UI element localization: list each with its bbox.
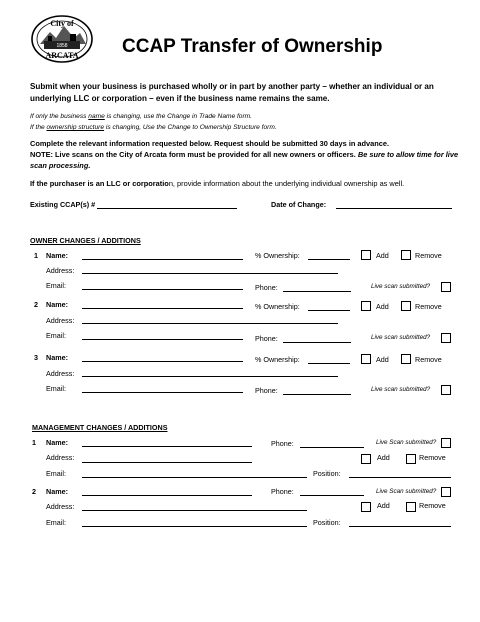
manager-1-add-checkbox[interactable]	[361, 454, 371, 464]
manager-2-live-scan-checkbox[interactable]	[441, 487, 451, 497]
owner-1-add-checkbox[interactable]	[361, 250, 371, 260]
owner-1-remove-checkbox[interactable]	[401, 250, 411, 260]
manager-2-position-field[interactable]	[349, 526, 451, 527]
owner-2-name-field[interactable]	[82, 308, 243, 309]
owner-3-ownership-label: % Ownership:	[255, 355, 300, 364]
owner-2-add-checkbox[interactable]	[361, 301, 371, 311]
owner-1-name-field[interactable]	[82, 259, 243, 260]
owner-3-ownership-field[interactable]	[308, 363, 350, 364]
owner-1-name-label: Name:	[46, 251, 68, 260]
owner-3-phone-field[interactable]	[283, 394, 351, 395]
owner-1-live-scan-checkbox[interactable]	[441, 282, 451, 292]
manager-1-name-field[interactable]	[82, 446, 252, 447]
owner-2-live-scan-checkbox[interactable]	[441, 333, 451, 343]
existing-ccap-field[interactable]	[97, 208, 237, 209]
manager-1-position-label: Position:	[313, 469, 341, 478]
manager-1-address-field[interactable]	[82, 462, 252, 463]
owner-2-address-field[interactable]	[82, 323, 338, 324]
live-scan-note: NOTE: Live scans on the City of Arcata form must be provided for all new owners or officers. Be sure to allow time for live scan processing.	[30, 150, 459, 170]
manager-1-add-label: Add	[377, 453, 390, 462]
owner-3-email-label: Email:	[46, 384, 66, 393]
llc-instructions: If the purchaser is an LLC or corporation, provide information about the underlying individual ownership as well.	[30, 179, 405, 188]
owner-2-live-scan-label: Live scan submitted?	[371, 334, 431, 341]
owner-3-live-scan-checkbox[interactable]	[441, 385, 451, 395]
owner-2-ownership-field[interactable]	[308, 310, 350, 311]
owner-3-email-field[interactable]	[82, 392, 243, 393]
owner-3-remove-checkbox[interactable]	[401, 354, 411, 364]
manager-2-address-label: Address:	[46, 502, 75, 511]
manager-1-position-field[interactable]	[349, 477, 451, 478]
owner-2-email-label: Email:	[46, 331, 66, 340]
existing-ccap-label: Existing CCAP(s) #	[30, 200, 96, 209]
manager-2-name-label: Name:	[46, 487, 68, 496]
owner-2-phone-label: Phone:	[255, 334, 278, 343]
owner-1-address-field[interactable]	[82, 273, 338, 274]
owner-2-ownership-label: % Ownership:	[255, 302, 300, 311]
manager-1-live-scan-checkbox[interactable]	[441, 438, 451, 448]
owner-section-title: OWNER CHANGES / ADDITIONS	[30, 236, 141, 245]
owner-3-name-label: Name:	[46, 353, 68, 362]
manager-1-address-label: Address:	[46, 453, 75, 462]
city-of-arcata-seal	[30, 14, 94, 64]
manager-2-phone-field[interactable]	[300, 495, 364, 496]
manager-2-phone-label: Phone:	[271, 487, 294, 496]
manager-2-number: 2	[32, 487, 36, 496]
manager-1-remove-label: Remove	[419, 453, 446, 462]
owner-3-remove-label: Remove	[415, 355, 442, 364]
owner-1-email-field[interactable]	[82, 289, 243, 290]
date-of-change-label: Date of Change:	[271, 200, 327, 209]
owner-3-address-label: Address:	[46, 369, 75, 378]
complete-instructions: Complete the relevant information requested below. Request should be submitted 30 days in advance.	[30, 139, 390, 148]
svg-text:1858: 1858	[56, 43, 68, 49]
owner-3-phone-label: Phone:	[255, 386, 278, 395]
owner-3-address-field[interactable]	[82, 376, 338, 377]
manager-2-live-scan-label: Live Scan submitted?	[376, 488, 437, 495]
manager-2-address-field[interactable]	[82, 510, 307, 511]
owner-1-address-label: Address:	[46, 266, 75, 275]
manager-1-email-label: Email:	[46, 469, 66, 478]
owner-3-add-checkbox[interactable]	[361, 354, 371, 364]
owner-2-email-field[interactable]	[82, 339, 243, 340]
manager-2-email-label: Email:	[46, 518, 66, 527]
owner-1-ownership-field[interactable]	[308, 259, 350, 260]
manager-2-remove-label: Remove	[419, 501, 446, 510]
owner-2-remove-checkbox[interactable]	[401, 301, 411, 311]
owner-2-add-label: Add	[376, 302, 389, 311]
owner-2-address-label: Address:	[46, 316, 75, 325]
owner-1-email-label: Email:	[46, 281, 66, 290]
management-section-title: MANAGEMENT CHANGES / ADDITIONS	[32, 423, 168, 432]
manager-1-number: 1	[32, 438, 36, 447]
owner-1-remove-label: Remove	[415, 251, 442, 260]
svg-text:City of: City of	[50, 19, 74, 28]
date-of-change-field[interactable]	[336, 208, 452, 209]
owner-3-number: 3	[34, 353, 38, 362]
manager-2-position-label: Position:	[313, 518, 341, 527]
owner-1-number: 1	[34, 251, 38, 260]
manager-2-name-field[interactable]	[82, 495, 252, 496]
svg-text:ARCATA: ARCATA	[45, 51, 79, 60]
note-name-change: If only the business name is changing, use the Change in Trade Name form.	[30, 113, 252, 120]
manager-1-live-scan-label: Live Scan submitted?	[376, 439, 437, 446]
manager-2-remove-checkbox[interactable]	[406, 502, 416, 512]
owner-1-ownership-label: % Ownership:	[255, 251, 300, 260]
page-title: CCAP Transfer of Ownership	[122, 36, 383, 57]
intro-text: Submit when your business is purchased wholly or in part by another party – whether an individual or an underlying LLC or corporation – even if the business name remains the same.	[30, 82, 434, 103]
owner-3-add-label: Add	[376, 355, 389, 364]
manager-1-remove-checkbox[interactable]	[406, 454, 416, 464]
manager-2-email-field[interactable]	[82, 526, 307, 527]
owner-2-remove-label: Remove	[415, 302, 442, 311]
owner-2-number: 2	[34, 300, 38, 309]
owner-2-phone-field[interactable]	[283, 342, 351, 343]
manager-1-name-label: Name:	[46, 438, 68, 447]
owner-1-phone-label: Phone:	[255, 283, 278, 292]
owner-1-add-label: Add	[376, 251, 389, 260]
owner-3-live-scan-label: Live scan submitted?	[371, 386, 431, 393]
owner-2-name-label: Name:	[46, 300, 68, 309]
manager-1-phone-field[interactable]	[300, 447, 364, 448]
owner-1-live-scan-label: Live scan submitted?	[371, 283, 431, 290]
manager-2-add-checkbox[interactable]	[361, 502, 371, 512]
manager-1-email-field[interactable]	[82, 477, 307, 478]
owner-1-phone-field[interactable]	[283, 291, 351, 292]
note-ownership-structure: If the ownership structure is changing, Use the Change to Ownership Structure form.	[30, 124, 277, 131]
owner-3-name-field[interactable]	[82, 361, 243, 362]
manager-1-phone-label: Phone:	[271, 439, 294, 448]
manager-2-add-label: Add	[377, 501, 390, 510]
